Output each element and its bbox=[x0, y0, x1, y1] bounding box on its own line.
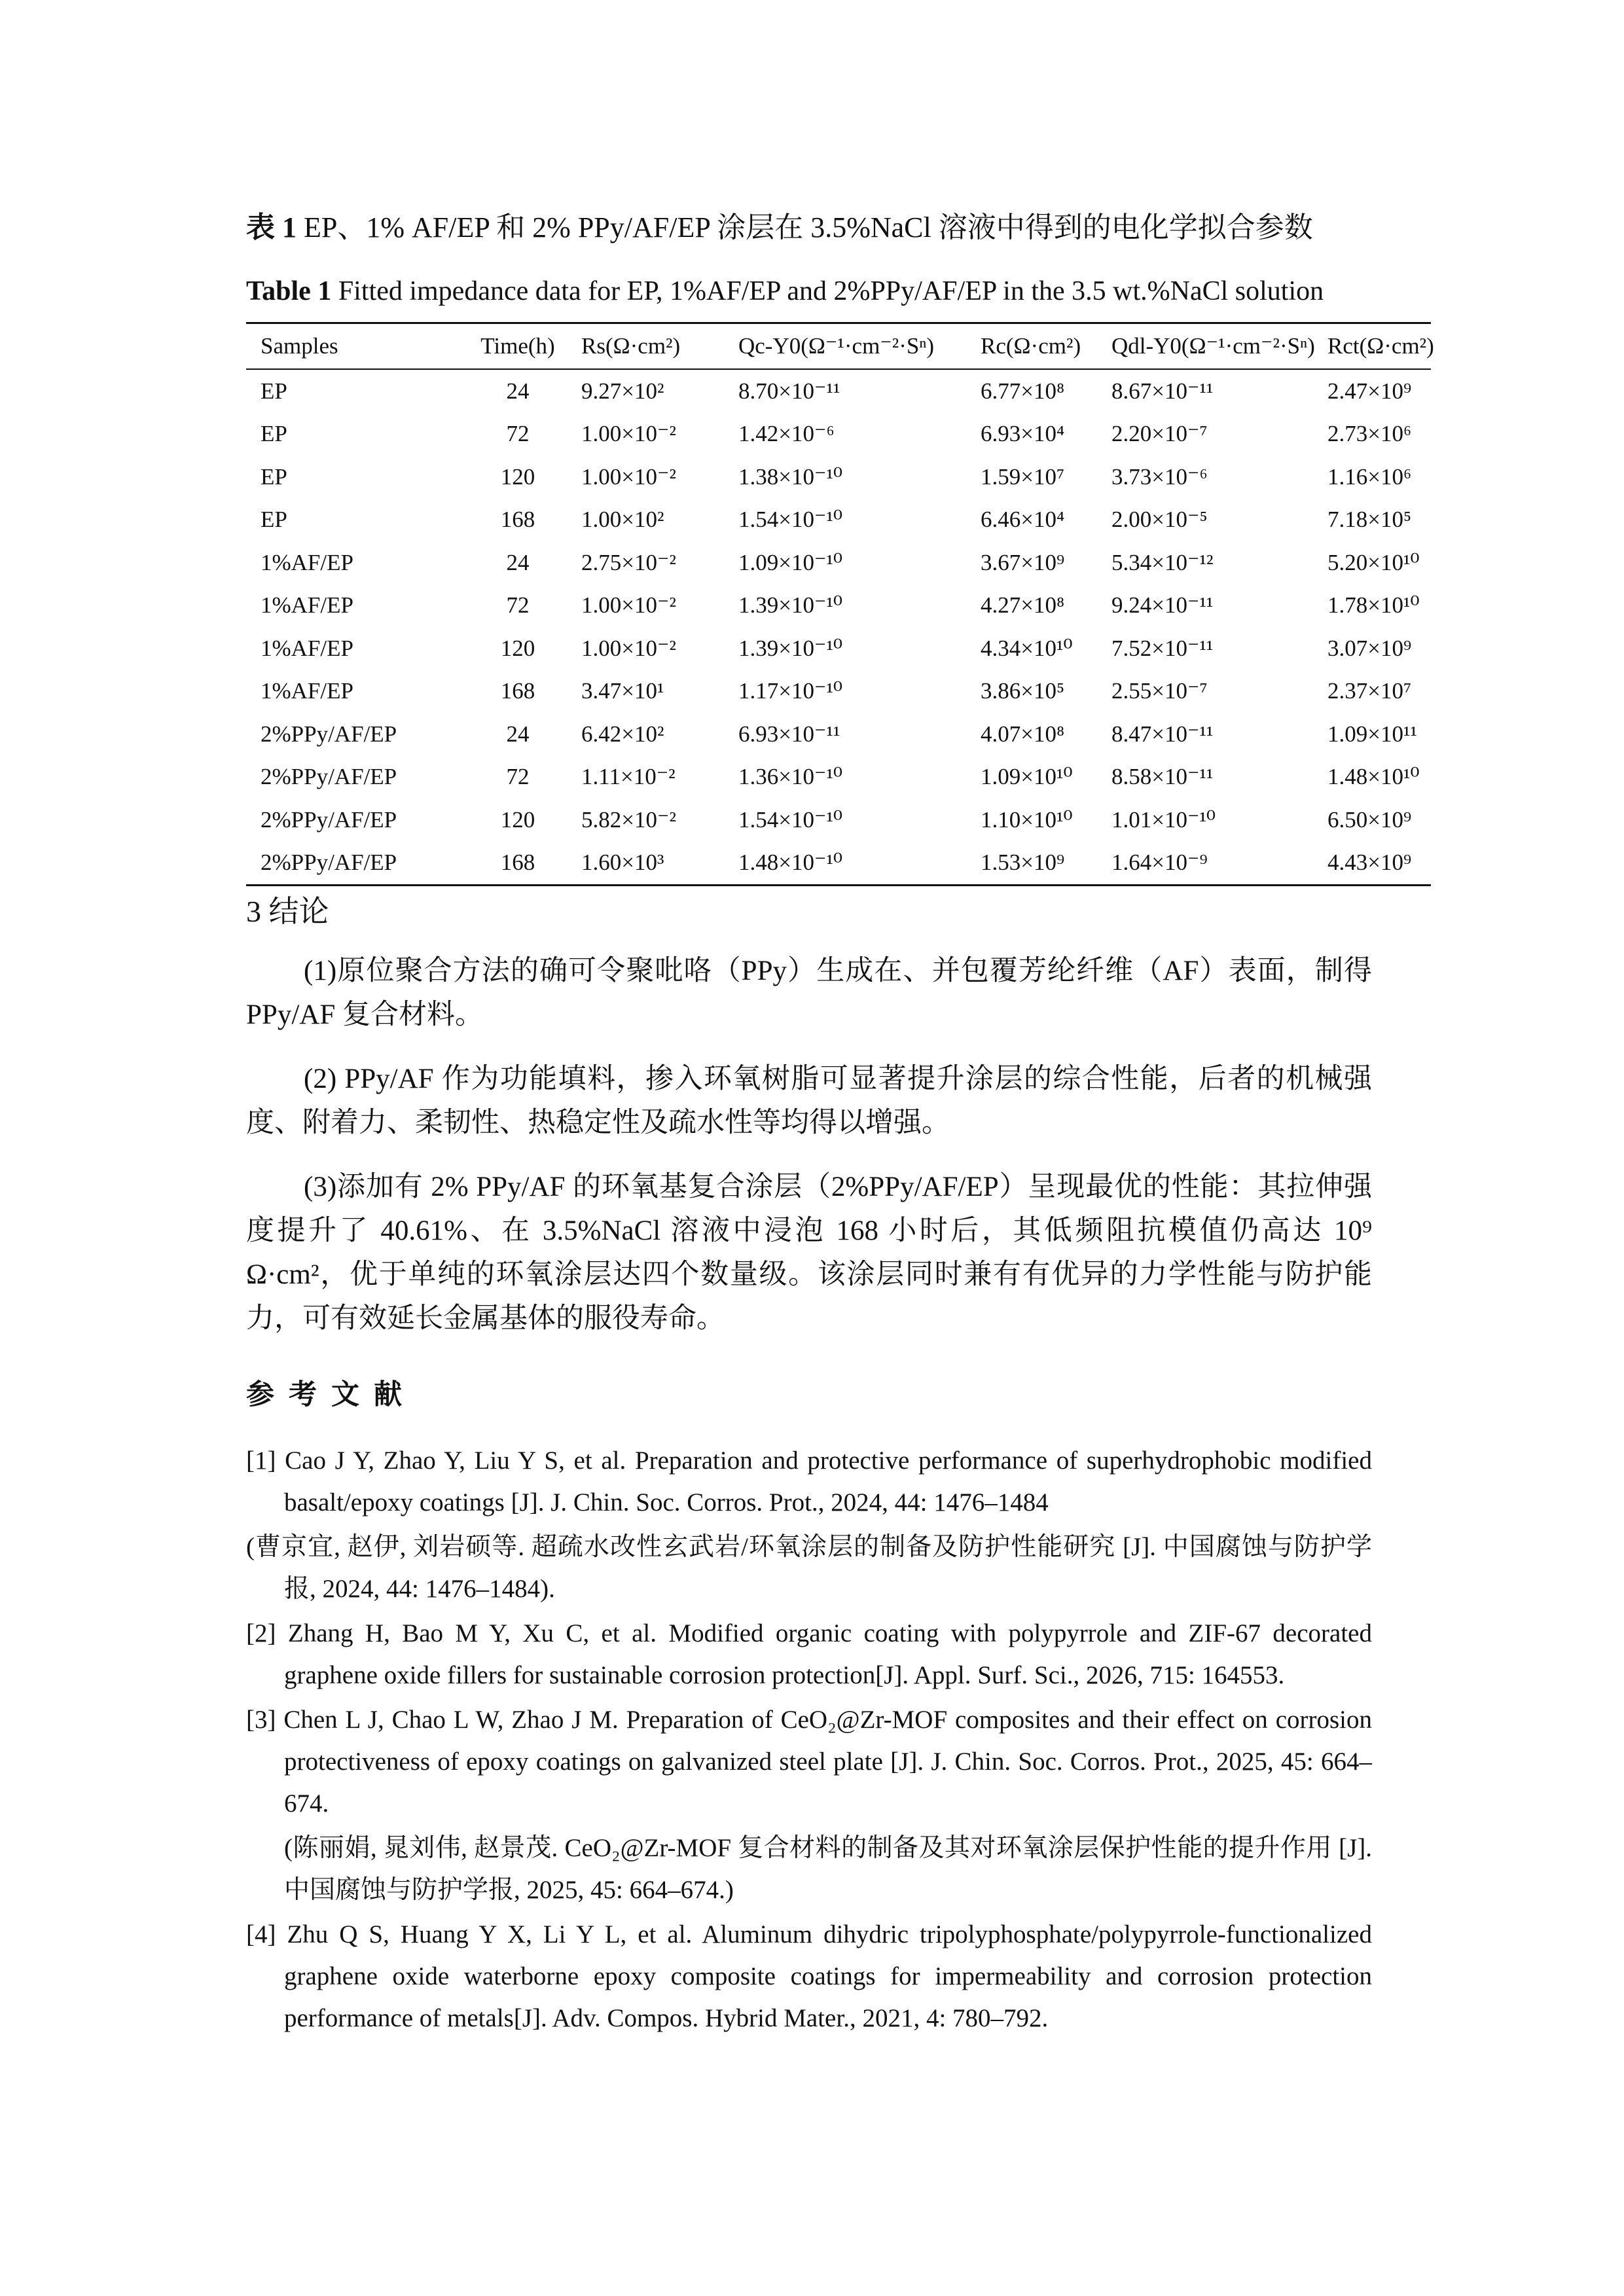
table-cell: 1.00×10⁻² bbox=[581, 635, 676, 661]
table-header-cell: Qc-Y0(Ω⁻¹·cm⁻²·Sⁿ) bbox=[724, 323, 966, 370]
table-cell: 1.09×10¹⁰ bbox=[981, 764, 1073, 790]
table-row bbox=[246, 541, 1431, 584]
table-cell: 24 bbox=[506, 378, 530, 404]
table-cell: 1.64×10⁻⁹ bbox=[1097, 842, 1313, 886]
table-cell: 2.20×10⁻⁷ bbox=[1111, 421, 1208, 447]
table-row bbox=[246, 842, 1431, 886]
table-row bbox=[246, 456, 1431, 499]
table-cell: 1.39×10⁻¹⁰ bbox=[738, 635, 842, 661]
table-cell: 1%AF/EP bbox=[261, 678, 353, 704]
table-cell: 1.39×10⁻¹⁰ bbox=[738, 592, 842, 619]
table-cell: EP bbox=[261, 421, 287, 447]
table-cell: 8.70×10⁻¹¹ bbox=[738, 378, 840, 404]
table-row bbox=[246, 670, 1431, 713]
reference-item-2: [2] Zhang H, Bao M Y, Xu C, et al. Modified organic coating with polypyrrole and ZIF-67 decorated graphene oxide fillers for sustainable corrosion protection[J]. Appl. Surf. Sci., 2026, 715: 164553. bbox=[246, 1619, 1372, 1689]
table-cell: 2%PPy/AF/EP bbox=[246, 842, 469, 886]
table-cell: 4.07×10⁸ bbox=[981, 721, 1065, 747]
table-cell: 6.77×10⁸ bbox=[981, 378, 1065, 404]
table-cell: EP bbox=[261, 463, 287, 490]
table-row bbox=[246, 584, 1431, 628]
table-cell: 1.48×10⁻¹⁰ bbox=[724, 842, 966, 886]
table-cell: 2.00×10⁻⁵ bbox=[1111, 507, 1208, 533]
table-cell: 6.46×10⁴ bbox=[981, 507, 1065, 533]
conclusion-heading: 3 结论 bbox=[246, 895, 329, 928]
table-cell: 2.75×10⁻² bbox=[581, 549, 676, 575]
table-caption-en-text: Fitted impedance data for EP, 1%AF/EP and 2%PPy/AF/EP in the 3.5 wt.%NaCl solution bbox=[331, 276, 1324, 306]
table-row bbox=[246, 798, 1431, 842]
table-cell: 1.00×10⁻² bbox=[581, 592, 676, 619]
table-cell: 6.93×10⁻¹¹ bbox=[738, 721, 840, 747]
table-cell: 2.47×10⁹ bbox=[1327, 378, 1412, 404]
reference-item-4: [4] Zhu Q S, Huang Y X, Li Y L, et al. Aluminum dihydric tripolyphosphate/polypyrrole-functionalized graphene oxide waterborne epoxy composite coatings for impermeability and corrosion protection performance of metals[J]. Adv. Compos. Hybrid Mater., 2021, 4: 780–792. bbox=[246, 1920, 1372, 2032]
table-cell: 1.42×10⁻⁶ bbox=[738, 421, 835, 447]
table-cell: 5.34×10⁻¹² bbox=[1111, 549, 1214, 575]
table-row bbox=[246, 627, 1431, 670]
table-row bbox=[246, 756, 1431, 799]
table-caption-chinese bbox=[246, 208, 1313, 247]
table-cell: 72 bbox=[506, 421, 530, 447]
conclusion-paragraph-1: (1)原位聚合方法的确可令聚吡咯（PPy）生成在、并包覆芳纶纤维（AF）表面，制得PPy/AF 复合材料。 bbox=[246, 956, 1372, 1030]
table-cell: 9.24×10⁻¹¹ bbox=[1111, 592, 1214, 619]
table-cell: EP bbox=[261, 378, 287, 404]
table-cell: 1%AF/EP bbox=[261, 592, 353, 619]
table-cell: 3.07×10⁹ bbox=[1327, 635, 1412, 661]
table-cell: 1.54×10⁻¹⁰ bbox=[738, 806, 842, 833]
table-cell: 6.42×10² bbox=[581, 721, 664, 747]
table-header-cell: Samples bbox=[246, 323, 469, 370]
table-cell: 1%AF/EP bbox=[261, 549, 353, 575]
table-cell: 1.00×10⁻² bbox=[581, 421, 676, 447]
table-cell: 1.09×10¹¹ bbox=[1327, 721, 1417, 747]
table-cell: 24 bbox=[506, 721, 530, 747]
table-cell: 24 bbox=[506, 549, 530, 575]
table-cell: 1.16×10⁶ bbox=[1327, 463, 1412, 490]
conclusion-paragraph-2: (2) PPy/AF 作为功能填料，掺入环氧树脂可显著提升涂层的综合性能，后者的机械强度、附着力、柔韧性、热稳定性及疏水性等均得以增强。 bbox=[246, 1064, 1372, 1138]
table-cell: 3.86×10⁵ bbox=[981, 678, 1065, 704]
table-cell: 1.00×10⁻² bbox=[581, 463, 676, 490]
table-cell: 1.59×10⁷ bbox=[981, 463, 1065, 490]
table-cell: 2%PPy/AF/EP bbox=[261, 806, 397, 833]
table-cell: 120 bbox=[500, 463, 535, 490]
table-cell: 72 bbox=[506, 592, 530, 619]
impedance-data-table bbox=[246, 322, 1434, 886]
table-cell: 1.01×10⁻¹⁰ bbox=[1111, 806, 1216, 833]
table-header-cell: Rct(Ω·cm²) bbox=[1313, 323, 1431, 370]
table-cell: 1.10×10¹⁰ bbox=[981, 806, 1073, 833]
table-cell: 6.93×10⁴ bbox=[981, 421, 1065, 447]
table-cell: 2.55×10⁻⁷ bbox=[1111, 678, 1208, 704]
reference-item-3-chinese: (陈丽娟, 晁刘伟, 赵景茂. CeO₂@Zr-MOF 复合材料的制备及其对环氧涂层保护性能的提升作用 [J]. 中国腐蚀与防护学报, 2025, 45: 664–674.) bbox=[284, 1834, 1372, 1904]
table-cell: 1.78×10¹⁰ bbox=[1327, 592, 1420, 619]
table-cell: 1.60×10³ bbox=[567, 842, 724, 886]
table-row bbox=[246, 499, 1431, 542]
table-header-cell: Qdl-Y0(Ω⁻¹·cm⁻²·Sⁿ) bbox=[1097, 323, 1313, 370]
reference-item-3: [3] Chen L J, Chao L W, Zhao J M. Preparation of CeO₂@Zr-MOF composites and their effect on corrosion protectiveness of epoxy coatings on galvanized steel plate [J]. J. Chin. Soc. Corros. Prot., 2025, 45: 664–674. bbox=[246, 1706, 1372, 1818]
table-cell: 3.73×10⁻⁶ bbox=[1111, 463, 1208, 490]
table-caption-cn-label: 表 1 bbox=[246, 211, 297, 243]
references-heading: 参考文献 bbox=[246, 1380, 416, 1410]
table-cell: 5.20×10¹⁰ bbox=[1327, 549, 1420, 575]
table-cell: 1.48×10¹⁰ bbox=[1327, 764, 1420, 790]
table-cell: 1.38×10⁻¹⁰ bbox=[738, 463, 842, 490]
table-cell: 4.27×10⁸ bbox=[981, 592, 1065, 619]
table-caption-english bbox=[246, 272, 1324, 310]
table-cell: 1.17×10⁻¹⁰ bbox=[738, 678, 842, 704]
table-cell: 1.00×10² bbox=[581, 507, 664, 533]
table-cell: EP bbox=[261, 507, 287, 533]
table-cell: 1.36×10⁻¹⁰ bbox=[738, 764, 842, 790]
table-cell: 3.67×10⁹ bbox=[981, 549, 1065, 575]
table-cell: 2.37×10⁷ bbox=[1327, 678, 1412, 704]
table-caption-en-label: Table 1 bbox=[246, 276, 332, 306]
table-row bbox=[246, 369, 1431, 413]
table-cell: 6.50×10⁹ bbox=[1327, 806, 1412, 833]
table-cell: 168 bbox=[500, 507, 535, 533]
table-cell: 7.52×10⁻¹¹ bbox=[1111, 635, 1214, 661]
table-header-cell: Rc(Ω·cm²) bbox=[966, 323, 1097, 370]
table-cell: 4.34×10¹⁰ bbox=[981, 635, 1073, 661]
reference-item-1: [1] Cao J Y, Zhao Y, Liu Y S, et al. Preparation and protective performance of superhydrophobic modified basalt/epoxy coatings [J]. J. Chin. Soc. Corros. Prot., 2024, 44: 1476–1484 bbox=[246, 1446, 1372, 1516]
table-cell: 2%PPy/AF/EP bbox=[261, 764, 397, 790]
table-cell: 120 bbox=[500, 635, 535, 661]
table-cell: 168 bbox=[469, 842, 567, 886]
table-cell: 72 bbox=[506, 764, 530, 790]
table-caption-cn-text: EP、1% AF/EP 和 2% PPy/AF/EP 涂层在 3.5%NaCl 溶液中得到的电化学拟合参数 bbox=[297, 211, 1313, 243]
table-row bbox=[246, 713, 1431, 756]
table-cell: 120 bbox=[500, 806, 535, 833]
table-cell: 4.43×10⁹ bbox=[1313, 842, 1431, 886]
table-cell: 1.09×10⁻¹⁰ bbox=[738, 549, 842, 575]
table-cell: 1.54×10⁻¹⁰ bbox=[738, 507, 842, 533]
table-cell: 8.47×10⁻¹¹ bbox=[1111, 721, 1214, 747]
table-cell: 1%AF/EP bbox=[261, 635, 353, 661]
reference-list bbox=[246, 1440, 1372, 2042]
table-cell: 1.53×10⁹ bbox=[966, 842, 1097, 886]
table-cell: 5.82×10⁻² bbox=[581, 806, 676, 833]
conclusion-paragraph-3: (3)添加有 2% PPy/AF 的环氧基复合涂层（2%PPy/AF/EP）呈现最优的性能：其拉伸强度提升了 40.61%、在 3.5%NaCl 溶液中浸泡 168 小时后，其低频阻抗模值仍高达 10⁹ Ω·cm²，优于单纯的环氧涂层达四个数量级。该涂层同时兼有有优异的力学性能与防护能力，可有效延长金属基体的服役寿命。 bbox=[246, 1172, 1372, 1334]
reference-item-1-chinese: (曹京宜, 赵伊, 刘岩硕等. 超疏水改性玄武岩/环氧涂层的制备及防护性能研究 [J]. 中国腐蚀与防护学报, 2024, 44: 1476–1484). bbox=[246, 1533, 1372, 1603]
table-cell: 2.73×10⁶ bbox=[1327, 421, 1412, 447]
table-header-cell: Rs(Ω·cm²) bbox=[567, 323, 724, 370]
table-cell: 1.11×10⁻² bbox=[581, 764, 676, 790]
table-cell: 2%PPy/AF/EP bbox=[261, 721, 397, 747]
table-cell: 3.47×10¹ bbox=[581, 678, 664, 704]
table-row bbox=[246, 413, 1431, 456]
table-header-cell: Time(h) bbox=[469, 323, 567, 370]
table-cell: 168 bbox=[500, 678, 535, 704]
table-cell: 9.27×10² bbox=[581, 378, 664, 404]
table-header-row bbox=[246, 323, 1431, 370]
table-cell: 8.58×10⁻¹¹ bbox=[1111, 764, 1214, 790]
table-cell: 7.18×10⁵ bbox=[1327, 507, 1412, 533]
table-cell: 8.67×10⁻¹¹ bbox=[1111, 378, 1214, 404]
